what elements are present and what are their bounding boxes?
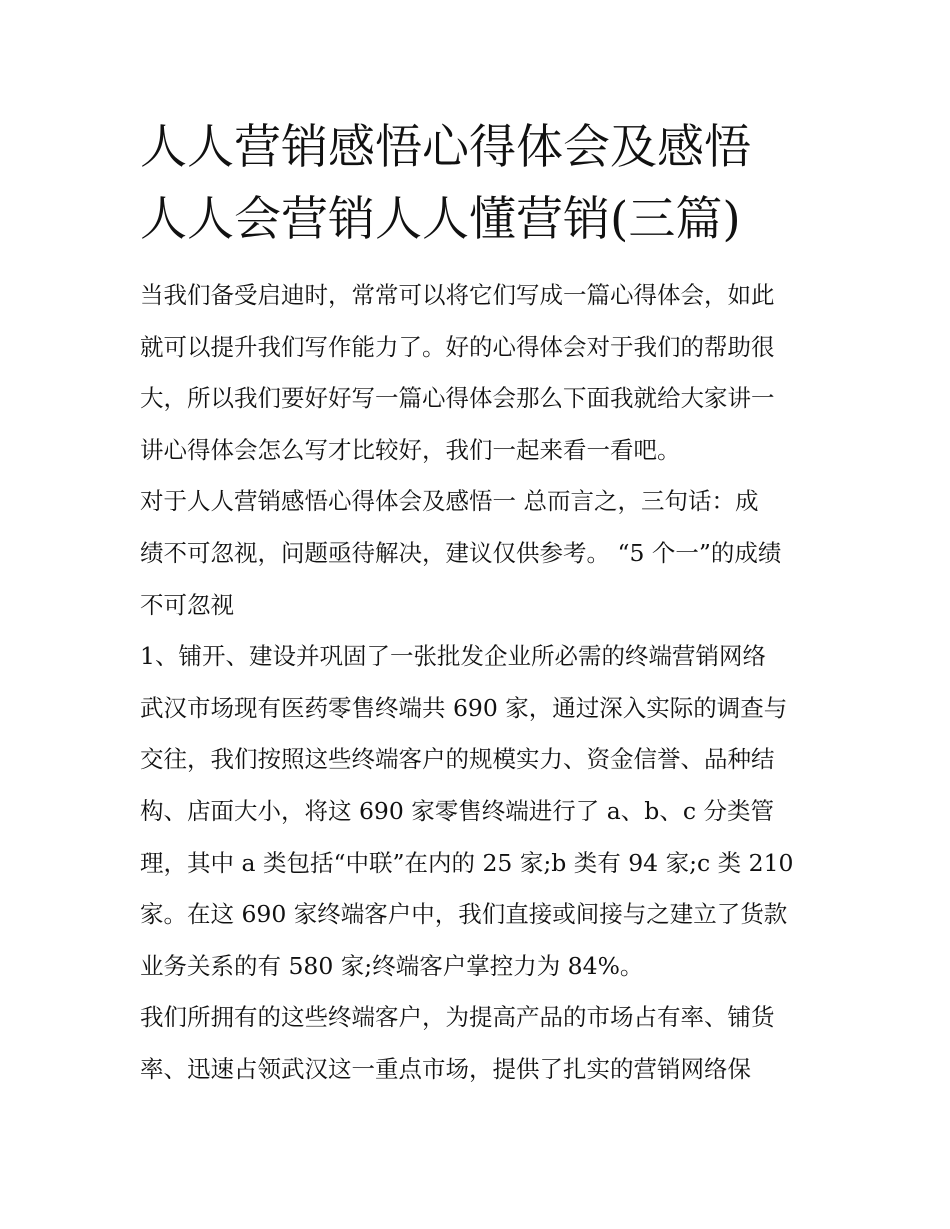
text-line: 就可以提升我们写作能力了。好的心得体会对于我们的帮助很 <box>140 332 775 361</box>
text-line: 业务关系的有 580 家;终端客户掌控力为 84%。 <box>140 951 644 980</box>
text-line: 当我们备受启迪时，常常可以将它们写成一篇心得体会，如此 <box>140 281 775 309</box>
paragraph-intro <box>140 270 815 476</box>
text-line: 武汉市场现有医药零售终端共 690 家，通过深入实际的调查与 <box>140 693 788 722</box>
paragraph-summary <box>140 476 815 631</box>
title-line-2: 人人会营销人人懂营销(三篇) <box>140 192 741 247</box>
text-line: 家。在这 690 家终端客户中，我们直接或间接与之建立了货款 <box>140 900 788 929</box>
text-line: 绩不可忽视，问题亟待解决，建议仅供参考。 “5 个一”的成绩 <box>140 538 782 567</box>
text-line: 1、铺开、建设并巩固了一张批发企业所必需的终端营销网络 <box>140 642 766 671</box>
title-line-1: 人人营销感悟心得体会及感悟 <box>140 120 751 175</box>
document-title <box>140 112 815 256</box>
paragraph-clients <box>140 992 815 1095</box>
text-line: 率、迅速占领武汉这一重点市场，提供了扎实的营销网络保 <box>140 1054 751 1083</box>
document-page <box>140 112 815 1096</box>
text-line: 构、店面大小，将这 690 家零售终端进行了 a、b、c 分类管 <box>140 796 774 825</box>
paragraph-network <box>140 631 815 992</box>
text-line: 大，所以我们要好好写一篇心得体会那么下面我就给大家讲一 <box>140 384 775 413</box>
text-line: 讲心得体会怎么写才比较好，我们一起来看一看吧。 <box>140 435 681 464</box>
text-line: 理，其中 a 类包括“中联”在内的 25 家;b 类有 94 家;c 类 210 <box>140 848 794 877</box>
text-line: 我们所拥有的这些终端客户，为提高产品的市场占有率、铺货 <box>140 1003 775 1032</box>
text-line: 交往，我们按照这些终端客户的规模实力、资金信誉、品种结 <box>140 745 775 774</box>
text-line: 不可忽视 <box>140 590 234 619</box>
text-line: 对于人人营销感悟心得体会及感悟一 总而言之，三句话：成 <box>140 487 759 516</box>
